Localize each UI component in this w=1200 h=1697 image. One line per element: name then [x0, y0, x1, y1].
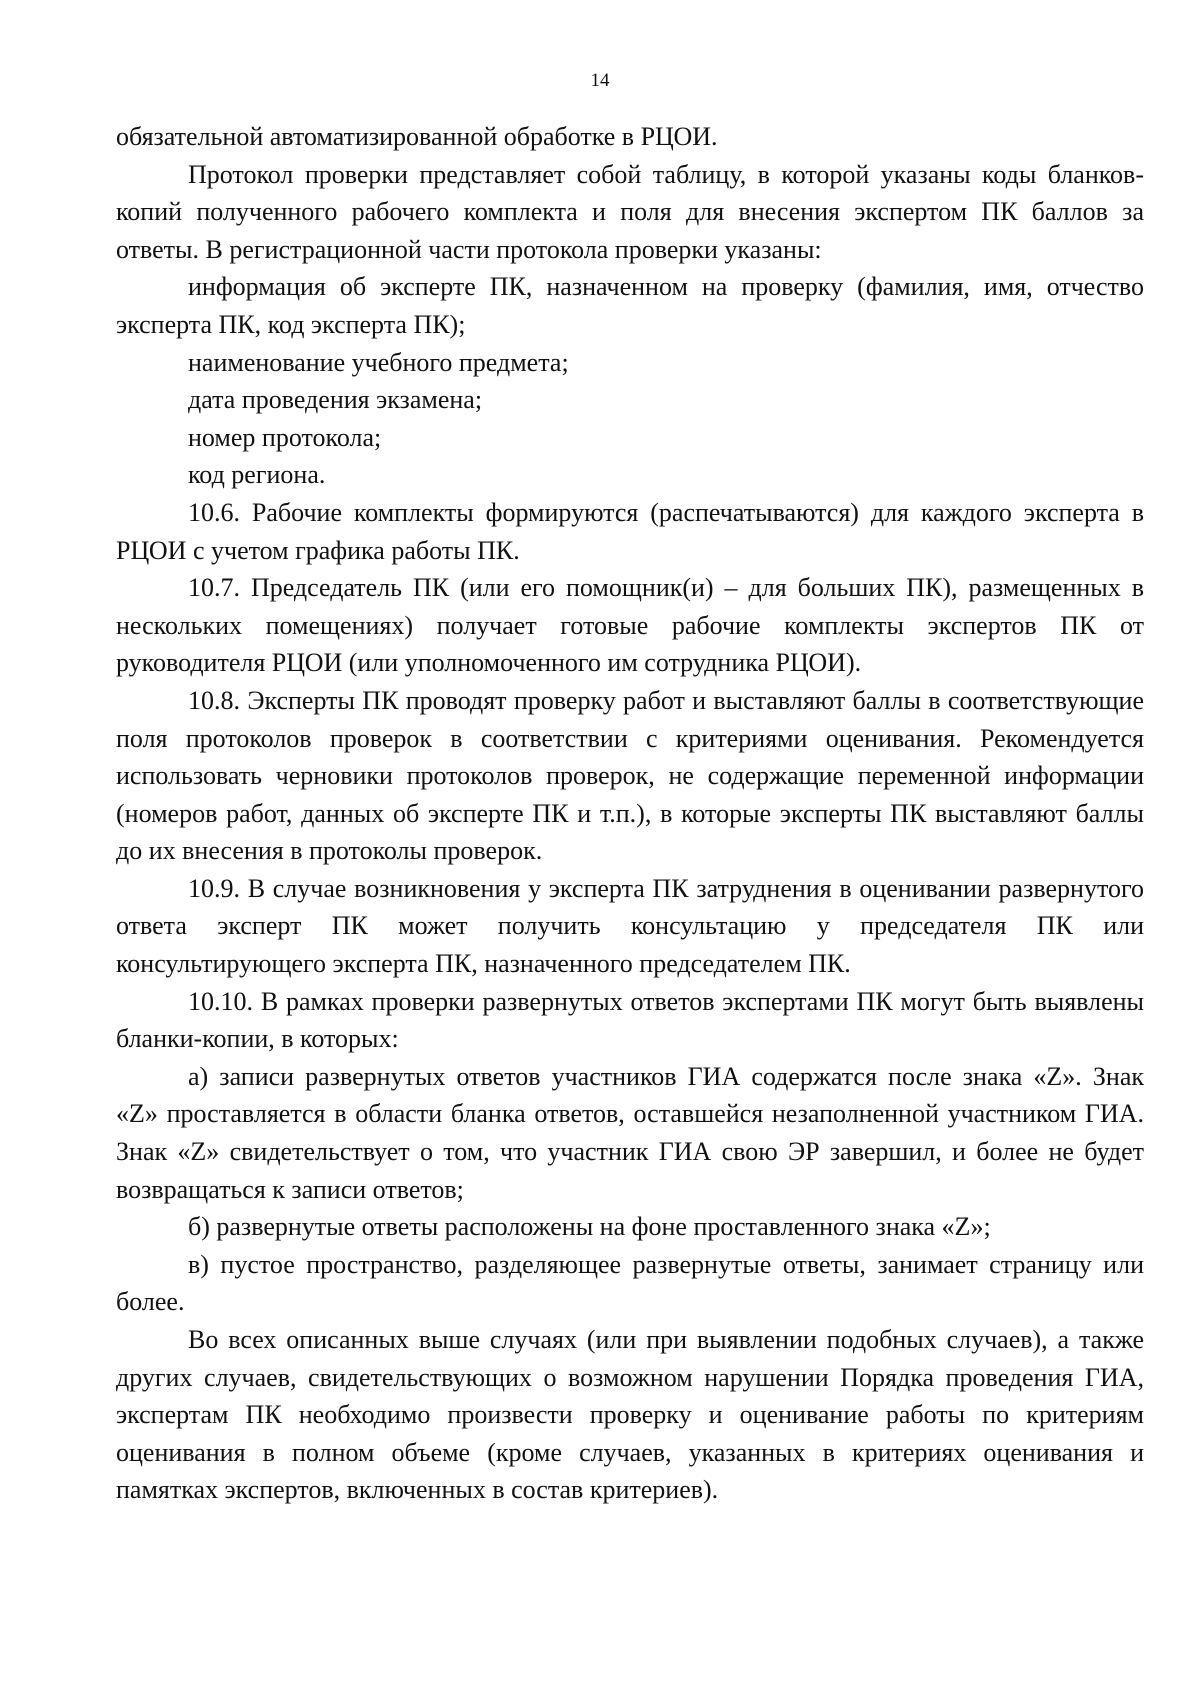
list-item-b: б) развернутые ответы расположены на фоне проставленного знака «Z»;: [188, 1212, 991, 1242]
paragraph-conclusion: Во всех описанных выше случаях (или при выявлении подобных случаев), а также других случаев, свидетельствующих о возможном нарушении Порядка проведения ГИА, экспертам ПК необходимо произвести проверку и оценивание работы по критериям оценивания в полном объеме (кроме случаев, указанных в критериях оценивания и памятках экспертов, включенных в состав критериев).: [116, 1325, 1144, 1505]
list-item-exam-date: дата проведения экзамена;: [188, 385, 483, 415]
paragraph-10-8: 10.8. Эксперты ПК проводят проверку работ и выставляют баллы в соответствующие поля протоколов проверок в соответствии с критериями оценивания. Рекомендуется использовать черновики протоколов проверок, не содержащие переменной информации (номеров работ, данных об эксперте ПК и т.п.), в которые эксперты ПК выставляют баллы до их внесения в протоколы проверок.: [116, 685, 1144, 866]
paragraph-10-10: 10.10. В рамках проверки развернутых ответов экспертами ПК могут быть выявлены бланки-копии, в которых:: [116, 986, 1144, 1054]
list-item-protocol-number: номер протокола;: [188, 422, 382, 452]
page-number: 14: [590, 70, 610, 91]
list-item-c: в) пустое пространство, разделяющее развернутые ответы, занимает страницу или более.: [116, 1249, 1144, 1317]
paragraph-10-6: 10.6. Рабочие комплекты формируются (распечатываются) для каждого эксперта в РЦОИ с учетом графика работы ПК.: [116, 497, 1144, 565]
list-item-subject-name: наименование учебного предмета;: [188, 347, 569, 377]
paragraph-protocol-description: Протокол проверки представляет собой таблицу, в которой указаны коды бланков-копий полученного рабочего комплекта и поля для внесения экспертом ПК баллов за ответы. В регистрационной части протокола проверки указаны:: [116, 159, 1144, 264]
paragraph-10-9: 10.9. В случае возникновения у эксперта ПК затруднения в оценивании развернутого ответа эксперт ПК может получить консультацию у председателя ПК или консультирующего эксперта ПК, назначенного председателем ПК.: [116, 873, 1144, 979]
list-item-expert-info: информация об эксперте ПК, назначенном на проверку (фамилия, имя, отчество эксперта ПК, код эксперта ПК);: [116, 272, 1144, 339]
body-text: [116, 118, 1144, 1509]
paragraph-10-7: 10.7. Председатель ПК (или его помощник(и) – для больших ПК), размещенных в нескольких помещениях) получает готовые рабочие комплекты экспертов ПК от руководителя РЦОИ (или уполномоченного им сотрудника РЦОИ).: [116, 573, 1144, 678]
list-item-a: а) записи развернутых ответов участников ГИА содержатся после знака «Z». Знак «Z» проставляется в области бланка ответов, оставшейся незаполненной участником ГИА. Знак «Z» свидетельствует о том, что участник ГИА свою ЭР завершил, и более не будет возвращаться к записи ответов;: [116, 1061, 1144, 1204]
paragraph-continuation: обязательной автоматизированной обработке в РЦОИ.: [116, 122, 718, 151]
list-item-region-code: код региона.: [188, 460, 326, 490]
